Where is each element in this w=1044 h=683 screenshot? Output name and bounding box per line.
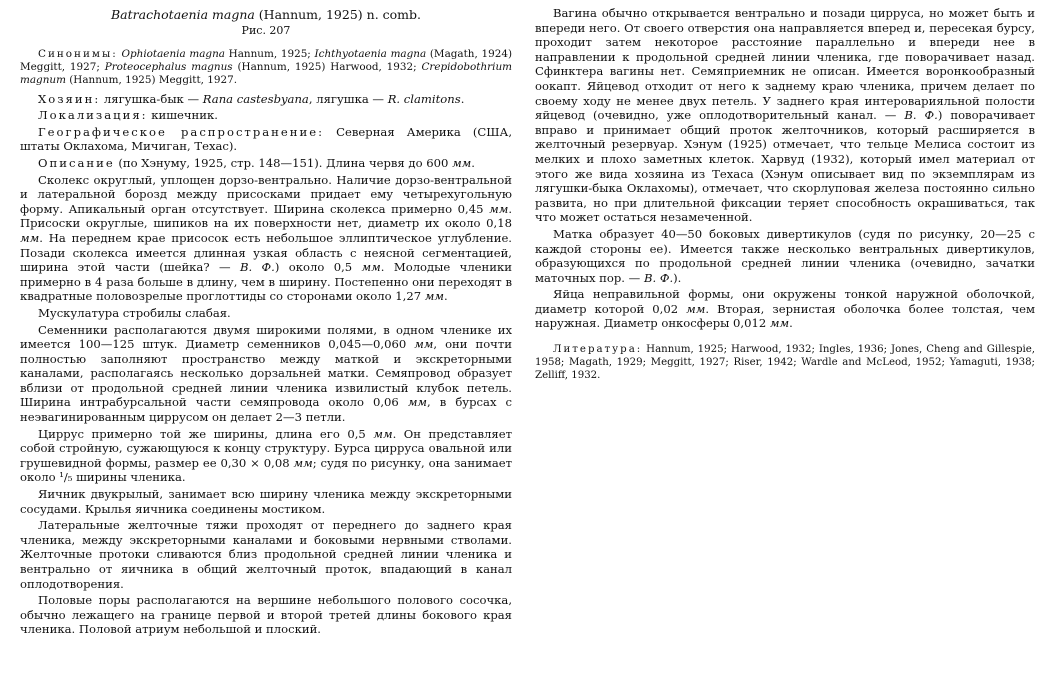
body-paragraph: Половые поры располагаются на вершине небольшого полового сосочка, обычно лежащего на границе первой и второй третей длины бокового края членика. Половой атриум небольшой и плоский.	[20, 593, 512, 637]
body-paragraph: Мускулатура стробилы слабая.	[38, 305, 231, 320]
right-column	[535, 6, 1035, 382]
description-paragraph: Описание (по Хэнуму, 1925, стр. 148—151). Длина червя до 600 мм.	[38, 155, 475, 170]
distribution-label: Географическое распространение:	[38, 124, 324, 139]
body-paragraph: Яичник двукрылый, занимает всю ширину членика между экскреторными сосудами. Крылья яичника соединены мостиком.	[20, 487, 512, 516]
distribution-paragraph: Географическое распространение: Северная Америка (США, штаты Оклахома, Мичиган, Техас).	[20, 124, 513, 154]
species-title	[20, 6, 512, 24]
synonyms-paragraph: Синонимы: Ophiotaenia magna Hannum, 1925; Ichthyotaenia magna (Magath, 1924) Meggitt, 1927; Proteocephalus magnus (Hannum, 1925) Harwood, 1932; Crepidobothrium magnum (Hannum, 1925) Meggitt, 1927.	[20, 48, 512, 87]
host-species: Rana castesbyana	[202, 91, 309, 106]
description-label: Описание	[38, 155, 115, 170]
synonym-name: Ichthyotaenia magna	[314, 48, 427, 60]
right-body-text	[535, 6, 1035, 331]
body-paragraph: Матка образует 40—50 боковых дивертикулов (судя по рисунку, 20—25 с каждой стороны ее). Имеется также несколько вентральных дивертикулов, образующихся по продольной средней линии членика (очевидно, зачатки маточных пор. — В. Ф.).	[535, 226, 1035, 285]
host-species: R. clamitons	[387, 91, 461, 106]
species-authority: (Hannum, 1925) n. comb.	[254, 7, 421, 22]
literature-list: Hannum, 1925; Harwood, 1932; Ingles, 1936; Jones, Cheng and Gillespie, 1958; Magath, 1929; Meggitt, 1927; Riser, 1942; Wardle and McLeod, 1952; Yamaguti, 1938; Zelliff, 1932.	[535, 344, 1035, 382]
hosts-paragraph: Хозяин: лягушка-бык — Rana castesbyana, лягушка — R. clamitons.	[38, 91, 465, 106]
synonym-name: Proteocephalus magnus	[104, 61, 233, 74]
synonyms-label: Синонимы:	[38, 48, 118, 60]
synonym-name: Ophiotaenia magna	[121, 48, 225, 60]
body-paragraph: Циррус примерно той же ширины, длина его 0,5 мм. Он представляет собой стройную, сужающуюся к концу структуру. Бурса цирруса овальной или грушевидной формы, размер ее 0,30 × 0,08 мм; судя по рисунку, она занимает около ¹/₅ ширины членика.	[20, 426, 513, 485]
hosts-label: Хозяин:	[38, 91, 101, 106]
literature-paragraph	[535, 343, 1035, 382]
figure-label: Рис. 207	[241, 24, 291, 37]
species-name: Batrachotaenia magna	[111, 7, 255, 22]
body-paragraph: Яйца неправильной формы, они окружены тонкой наружной оболочкой, диаметр которой 0,02 мм. Вторая, зернистая оболочка более толстая, чем наружная. Диаметр онкосферы 0,012 мм.	[535, 287, 1035, 331]
literature-label: Литература:	[553, 344, 643, 356]
body-paragraph: Вагина обычно открывается вентрально и позади цирруса, но может быть и впереди него. От своего отверстия она направляется вперед и, пересекая бурсу, проходит затем некоторое расстояние параллельно и впереди нее в направлении к продольной средней линии членика, где поворачивает назад. Сфинктера вагины нет. Семяприемник не описан. Имеется воронкообразный оокапт. Яйцевод отходит от него к заднему краю членика, причем делает по своему ходу не менее двух петель. У заднего края интероварияльной полости яйцевод (очевидно, уже оплодотворительный канал. — В. Ф.) поворачивает вправо и принимает общий проток желточников, который расширяется в желточный резервуар. Хэнум (1925) отмечает, что тельце Мелиса состоит из мелких и плохо заметных клеток. Харвуд (1932), который имел материал от этого же вида хозяина из Техаса (Хэнум описывает вид по экземплярам из лягушки-быка Оклахомы), отмечает, что скорлуповая железа постоянно сильно развита, но при длительной фиксации теряет способность окрашиваться, так что может остаться незамеченной.	[535, 6, 1035, 225]
synonym-name: Crepidobothrium magnum	[20, 61, 512, 87]
localization-label: Локализация:	[38, 108, 148, 123]
body-paragraph: Семенники располагаются двумя широкими полями, в одном членике их имеется 100—125 штук. Диаметр семенников 0,045—0,060 мм, они почти полностью заполняют пространство между маткой и экскреторными каналами, располагаясь несколько дорзальней матки. Семяпровод образует вблизи от продольной средней линии членика извилистый клубок петель. Ширина интрабурсальной части семяпровода около 0,06 мм, в бурсах с неэвагинированным циррусом он делает 2—3 петли.	[20, 322, 513, 425]
localization-paragraph: Локализация: кишечник.	[38, 108, 218, 123]
left-column	[20, 6, 512, 639]
left-body-text	[20, 173, 512, 637]
body-paragraph: Латеральные желточные тяжи проходят от переднего до заднего края членика, между экскреторными каналами и боковыми нервными стволами. Желточные протоки сливаются близ продольной средней линии членика и вентрально от яичника в общий желточный проток, впадающий в канал оплодотворения.	[20, 518, 512, 591]
body-paragraph: Сколекс округлый, уплощен дорзо-вентрально. Наличие дорзо-вентральной и латеральной борозд между присосками придает ему четырехугольную форму. Апикальный орган отсутствует. Ширина сколекса примерно 0,45 мм. Присоски округлые, шипиков на их поверхности нет, диаметр их около 0,18 мм. На переднем крае присосок есть небольшое эллиптическое углубление. Позади сколекса имеется длинная узкая область с неясной сегментацией, ширина этой части (шейка? — В. Ф.) около 0,5 мм. Молодые членики примерно в 4 раза больше в длину, чем в ширину. Постепенно они переходят в квадратные половозрелые проглоттиды со сторонами около 1,27 мм.	[20, 172, 512, 304]
